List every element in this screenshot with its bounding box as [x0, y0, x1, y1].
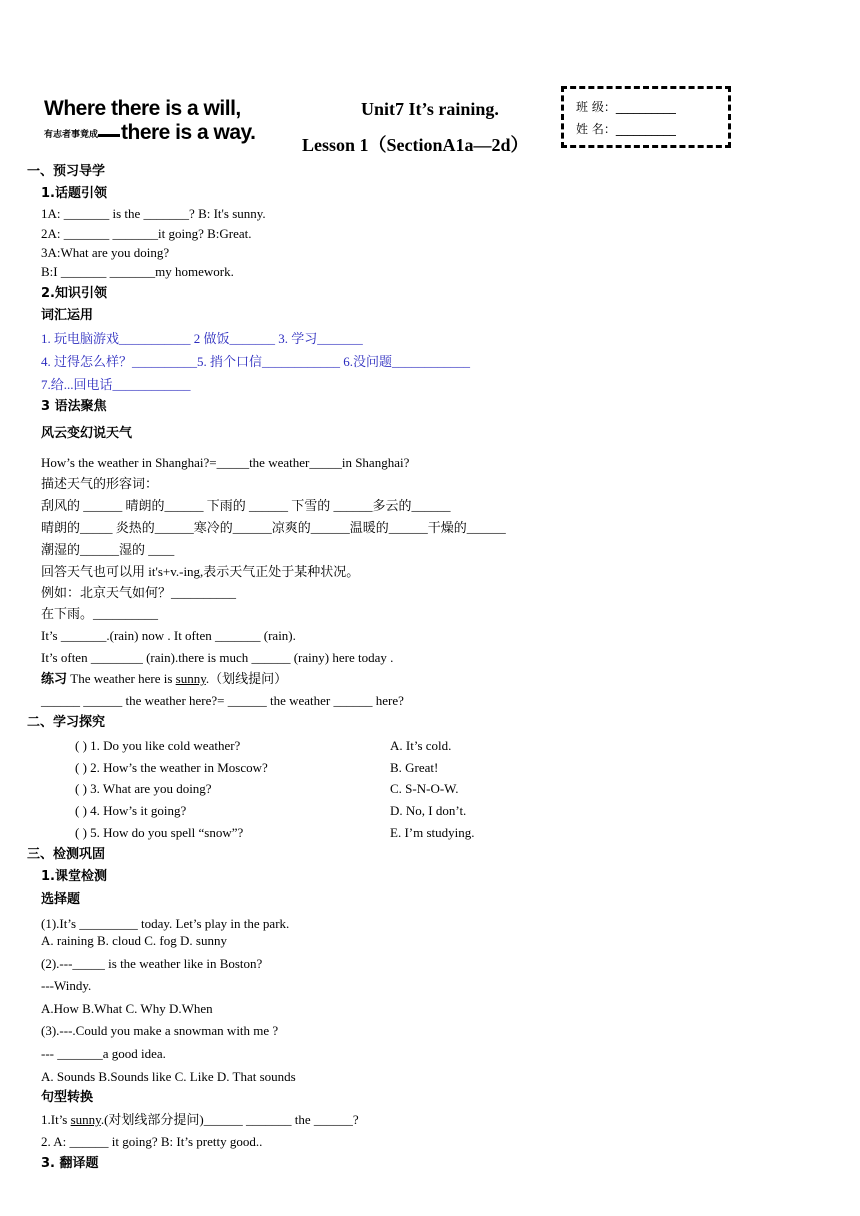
match-q1: ( ) 1. Do you like cold weather?	[75, 738, 241, 753]
section-3-heading: 三、检测巩固	[27, 847, 106, 862]
transform-1-suffix: .(对划线部分提问)______ _______ the ______?	[100, 1112, 359, 1127]
motto-line-1: Where there is a will,	[44, 97, 241, 120]
translate-heading: 3. 翻译题	[41, 1156, 99, 1171]
example-1: 例如：北京天气如何？__________	[41, 585, 237, 600]
name-field[interactable]: 姓 名：__________	[576, 122, 676, 136]
transform-2: 2. A: ______ it going? B: It’s pretty good..	[41, 1134, 263, 1149]
transform-1-underlined: sunny	[70, 1112, 101, 1127]
adj-row-3: 潮湿的______湿的 ____	[41, 542, 175, 557]
choice-heading: 选择题	[41, 892, 81, 907]
choice-1-opts: A. raining B. cloud C. fog D. sunny	[41, 933, 227, 948]
transform-1-prefix: 1.It’s	[41, 1112, 71, 1127]
dialog-3a: 3A:What are you doing?	[41, 245, 170, 260]
adj-row-2: 晴朗的_____ 炎热的______寒冷的______凉爽的______温暖的______干燥的______	[41, 520, 506, 535]
section-1-heading: 一、预习导学	[27, 164, 106, 179]
rain-line-2: It’s often ________ (rain).there is much ______ (rainy) here today .	[41, 650, 394, 665]
choice-3-a: --- _______a good idea.	[41, 1046, 166, 1061]
student-info-box	[561, 86, 731, 148]
match-a5: E. I’m studying.	[390, 825, 475, 840]
motto-line-2: there is a way.	[121, 121, 256, 144]
vocab-row-1: 1. 玩电脑游戏___________ 2 做饭_______ 3. 学习_______	[41, 331, 363, 346]
choice-2-opts: A.How B.What C. Why D.When	[41, 1001, 213, 1016]
weather-heading: 风云变幻说天气	[41, 426, 133, 441]
example-2: 在下雨。__________	[41, 606, 159, 621]
lesson-title: Lesson 1（SectionA1a—2d）	[302, 135, 529, 155]
unit-title: Unit7 It’s raining.	[361, 99, 499, 119]
grammar-heading: 3 语法聚焦	[41, 399, 107, 414]
choice-3-opts: A. Sounds B.Sounds like C. Like D. That sounds	[41, 1069, 296, 1084]
match-a4: D. No, I don’t.	[390, 803, 467, 818]
practice-suffix: .（划线提问）	[205, 671, 288, 686]
match-q2: ( ) 2. How’s the weather in Moscow?	[75, 760, 268, 775]
vocab-row-2: 4. 过得怎么样？__________5. 捎个口信____________ 6.没问题____________	[41, 354, 471, 369]
match-a3: C. S-N-O-W.	[390, 781, 459, 796]
motto-divider	[98, 134, 120, 137]
choice-3-q: (3).---.Could you make a snowman with me ?	[41, 1023, 279, 1038]
practice-line-2: ______ ______ the weather here?= ______ the weather ______ here?	[41, 693, 404, 708]
choice-1-q: (1).It’s _________ today. Let’s play in the park.	[41, 916, 290, 931]
dialog-3b: B:I _______ _______my homework.	[41, 264, 234, 279]
motto-chinese: 有志者事竟成	[44, 130, 99, 140]
rain-line-1: It’s _______.(rain) now . It often _______ (rain).	[41, 628, 296, 643]
match-q4: ( ) 4. How’s it going?	[75, 803, 187, 818]
adj-intro: 描述天气的形容词：	[41, 476, 159, 491]
dialog-2: 2A: _______ _______it going? B:Great.	[41, 226, 252, 241]
practice-underlined: sunny	[175, 671, 206, 686]
class-field[interactable]: 班 级：__________	[576, 100, 676, 114]
classroom-heading: 1.课堂检测	[41, 869, 107, 884]
practice-label: 练习	[41, 672, 68, 687]
practice-text: The weather here is	[67, 671, 176, 686]
weather-q: How’s the weather in Shanghai?=_____the weather_____in Shanghai?	[41, 455, 410, 470]
match-q3: ( ) 3. What are you doing?	[75, 781, 212, 796]
knowledge-heading: 2.知识引领	[41, 286, 107, 301]
match-a2: B. Great!	[390, 760, 439, 775]
match-q5: ( ) 5. How do you spell “snow”?	[75, 825, 244, 840]
transform-1	[41, 1111, 359, 1129]
choice-2-a: ---Windy.	[41, 978, 92, 993]
topic-heading: 1.话题引领	[41, 186, 107, 201]
practice-line	[41, 670, 287, 689]
ing-note: 回答天气也可以用 it's+v.-ing,表示天气正处于某种状况。	[41, 564, 360, 579]
vocab-heading: 词汇运用	[41, 308, 94, 323]
section-2-heading: 二、学习探究	[27, 715, 106, 730]
vocab-row-3: 7.给...回电话____________	[41, 377, 191, 392]
match-a1: A. It’s cold.	[390, 738, 452, 753]
dialog-1: 1A: _______ is the _______? B: It's sunny.	[41, 206, 266, 221]
adj-row-1: 刮风的 ______ 晴朗的______ 下雨的 ______ 下雪的 ______多云的______	[41, 498, 451, 513]
transform-heading: 句型转换	[41, 1090, 94, 1105]
choice-2-q: (2).---_____ is the weather like in Boston?	[41, 956, 263, 971]
